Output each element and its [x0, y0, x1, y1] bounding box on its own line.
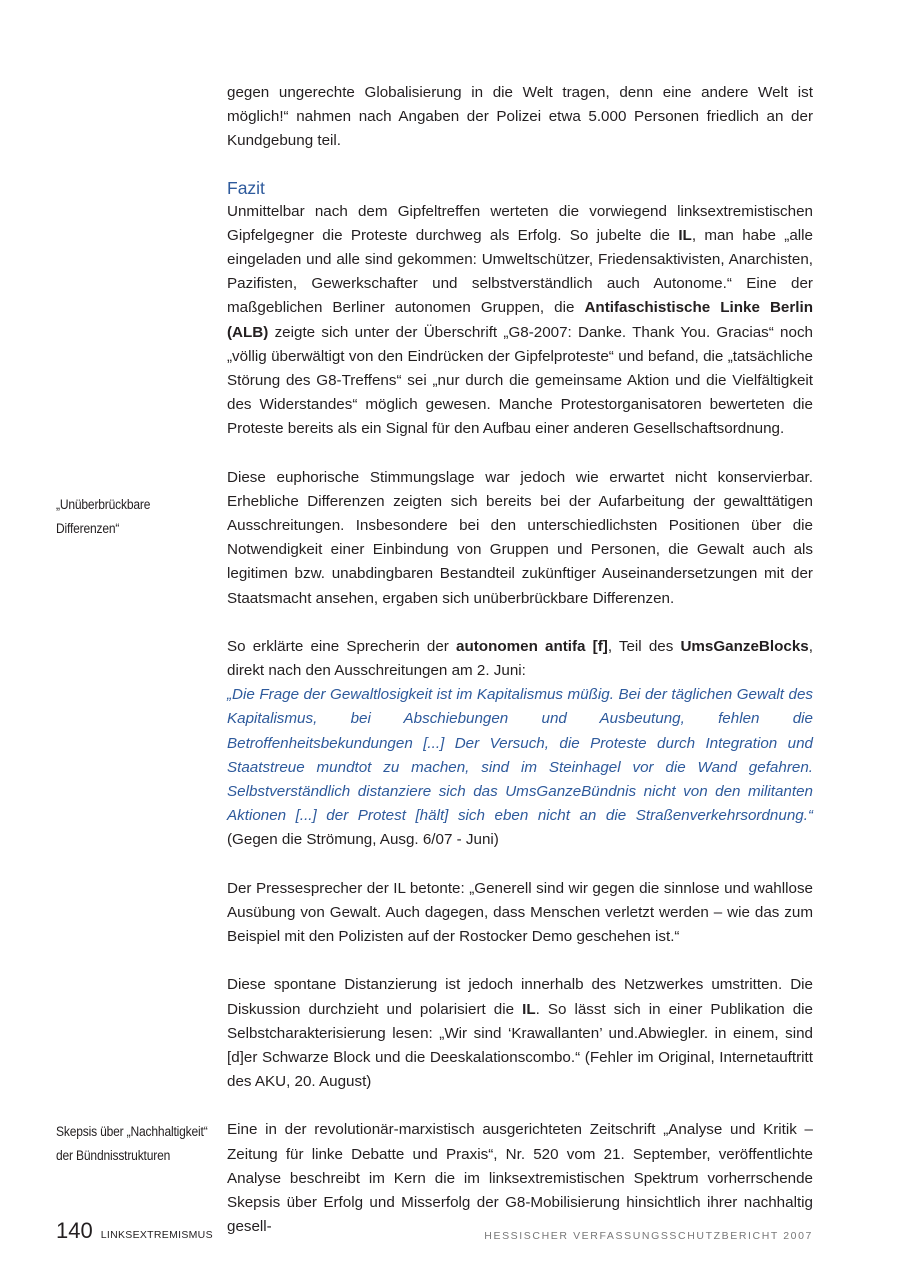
paragraph-intro-continuation: gegen ungerechte Globalisierung in die Welt tragen, denn eine andere Welt ist möglich!“ nahmen nach Angaben der Polizei etwa 5.000 Personen friedlich an der Kundgebung teil.: [227, 84, 813, 150]
paragraph-fazit: [227, 200, 813, 442]
text-run: zeigte sich unter der Überschrift „G8-2007: Danke. Thank You. Gracias“ noch „völlig überwältigt von den Eindrücken der Gipfelproteste“ und befand, die „tatsächliche Störung des G8-Treffens“ sei „nur durch die gemeinsame Aktion und die Vielfältigkeit des Widerstandes“ möglich gewesen. Manche Protestorganisatoren bewerteten die Proteste bereits als ein Signal für den Aufbau einer anderen Gesellschaftsordnung.: [227, 323, 813, 438]
paragraph-antifa-quote: [227, 635, 813, 853]
main-text-column: [227, 81, 813, 1239]
text-run: , direkt nach den Ausschreitungen am 2. Juni:: [227, 637, 813, 680]
text-run: , man habe „alle eingeladen und alle sind gekommen: Umweltschützer, Friedensaktivisten, Anarchisten, Pazifisten, Gewerkschafter und selbstverständlich auch Autonome.“ Eine der maßgeblichen Berliner autonomen Gruppen, die: [227, 226, 813, 317]
text-run: . So lässt sich in einer Publikation die Selbstcharakterisierung lesen: „Wir sind ‘Krawallanten’ und.Abwiegler. in einem, sind [d]er Schwarze Block und die Deeskalationscombo.“ (Fehler im Original, Internetauftritt des AKU, 20. August): [227, 1000, 814, 1091]
section-heading-fazit: Fazit: [227, 177, 265, 198]
quote-text: „Die Frage der Gewaltlosigkeit ist im Kapitalismus müßig. Bei der täglichen Gewalt des Kapitalismus, bei Abschiebungen und Ausbeutung, fehlen die Betroffenheitsbekundungen [...] Der Versuch, die Proteste durch Integration und Staatstreue mundtot zu machen, sind im Steinhagel vor die Wand gefahren. Selbstverständlich distanziere sich das UmsGanzeBündnis nicht von den militanten Aktionen [...] der Protest [hält] sich eben nicht an die Straßenverkehrsordnung.“: [227, 686, 813, 825]
paragraph-pressesprecher: Der Pressesprecher der IL betonte: „Generell sind wir gegen die sinnlose und wahllose Ausübung von Gewalt. Auch dagegen, dass Menschen verletzt werden – wie das zum Beispiel mit den Polizisten auf der Rostocker Demo geschehen ist.“: [227, 879, 813, 946]
text-run: So erklärte eine Sprecherin der: [227, 637, 457, 655]
margin-note-line: Differenzen“: [56, 521, 120, 536]
margin-note-line: der Bündnisstrukturen: [56, 1148, 171, 1163]
paragraph-distanzierung: [227, 973, 813, 1094]
text-run: , Teil des: [607, 637, 681, 655]
bold-term-umsganze: UmsGanzeBlocks: [680, 637, 809, 655]
bold-term-antifa: autonomen antifa [f]: [456, 637, 608, 655]
footer-left: [56, 1218, 213, 1244]
margin-note-line: Skepsis über „Nachhaltigkeit“: [56, 1124, 208, 1139]
margin-note-skepsis: [56, 1120, 209, 1168]
paragraph-differenzen: Diese euphorische Stimmungslage war jedoch wie erwartet nicht konservierbar. Erhebliche Differenzen zeigten sich bereits bei der Aufarbeitung der gewalttätigen Ausschreitungen. Insbesondere bei den unterschiedlichsten Positionen über die Notwendigkeit einer Einbindung von Gruppen und Personen, die Gewalt auch als legitimen bzw. unabdingbaren Bestandteil zukünftiger Auseinandersetzungen mit der Staatsmacht ansehen, ergaben sich unüberbrückbare Differenzen.: [227, 468, 813, 607]
footer-publication: HESSISCHER VERFASSUNGSSCHUTZBERICHT 2007: [484, 1230, 813, 1242]
bold-term-alb: Antifaschistische Linke Berlin (ALB): [227, 299, 813, 341]
quote-source: (Gegen die Strömung, Ausg. 6/07 - Juni): [227, 831, 499, 849]
bold-term-il-2: IL: [522, 1000, 536, 1018]
margin-note-line: „Unüberbrückbare: [56, 497, 151, 512]
text-run: Diese spontane Distanzierung ist jedoch innerhalb des Netzwerkes umstritten. Die Diskussion durchzieht und polarisiert die: [227, 976, 813, 1018]
page-number: 140: [56, 1218, 93, 1243]
text-run: Unmittelbar nach dem Gipfeltreffen werteten die vorwiegend linksextremistischen Gipfelgegner die Proteste durchweg als Erfolg. So jubelte die: [227, 202, 813, 244]
bold-term-il: IL: [678, 226, 692, 244]
paragraph-analyse: Eine in der revolutionär-marxistisch ausgerichteten Zeitschrift „Analyse und Kritik – Zeitung für linke Debatte und Praxis“, Nr. 520 vom 21. September, veröffentlichte Analyse beschreibt im Kern die im linksextremistischen Spektrum vorherrschende Skepsis über Erfolg und Misserfolg der G8-Mobilisierung hinsichtlich ihrer nachhaltig gesell-: [227, 1121, 813, 1236]
margin-note-differenzen: [56, 493, 209, 541]
section-name: LINKSEXTREMISMUS: [100, 1229, 213, 1241]
